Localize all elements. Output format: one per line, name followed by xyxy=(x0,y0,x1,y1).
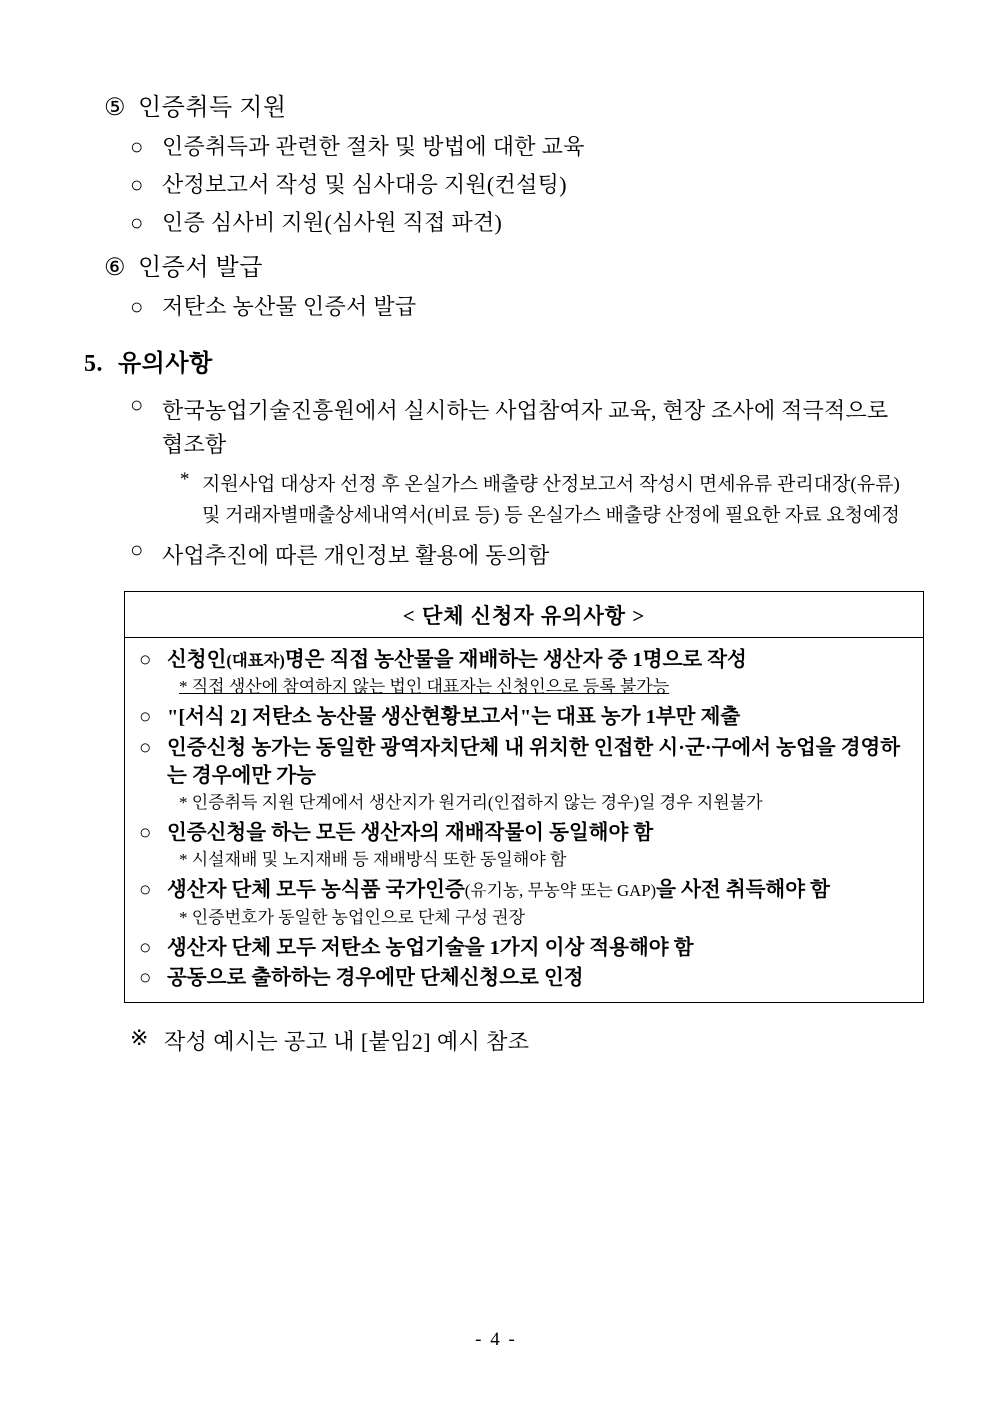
bullet-circle-icon: ○ xyxy=(139,936,152,959)
group-box-row-label: 인증신청을 하는 모든 생산자의 재배작물이 동일해야 함 xyxy=(167,822,654,845)
notice-bullet-label: 사업추진에 따른 개인정보 활용에 동의함 xyxy=(162,542,550,568)
notice-subnote xyxy=(180,470,908,531)
notice-bullet xyxy=(130,536,908,573)
group-box-subnote-label: * 직접 생산에 참여하지 않는 법인 대표자는 신청인으로 등록 불가능 xyxy=(179,677,670,697)
list-item xyxy=(130,174,908,196)
group-box-row xyxy=(139,703,909,731)
bullet-circle-icon: ○ xyxy=(139,966,152,989)
row-text-paren: (유기농, 무농약 또는 GAP) xyxy=(464,881,657,901)
group-box-row xyxy=(139,934,909,962)
row-text-paren: (대표자) xyxy=(226,651,285,671)
group-box-subnote xyxy=(179,907,909,930)
bullet-circle-icon: ○ xyxy=(130,134,144,159)
notice-subnote-label: 지원사업 대상자 선정 후 온실가스 배출량 산정보고서 작성시 면세유류 관리대장(유류) 및 거래자별매출상세내역서(비료 등) 등 온실가스 배출량 산정에 필요한 자료 요청예정 xyxy=(202,474,900,526)
row-text-b: 을 사전 취득해야 함 xyxy=(656,879,830,902)
notice-section-title: 유의사항 xyxy=(118,351,213,377)
group-box-subnote xyxy=(179,849,909,872)
group-applicant-notice-box xyxy=(124,591,924,1003)
group-box-subnote xyxy=(179,676,909,699)
row-text-a: 신청인 xyxy=(167,649,227,672)
group-box-row xyxy=(139,876,909,904)
bullet-circle-icon: ○ xyxy=(139,822,152,845)
group-box-row-label xyxy=(167,876,909,904)
section-marker: ⑤ xyxy=(104,95,127,121)
footnote xyxy=(130,1025,908,1056)
page-number: - 4 - xyxy=(475,1329,517,1350)
list-item xyxy=(130,296,908,318)
section-heading-6 xyxy=(104,256,908,280)
footnote-label: 작성 예시는 공고 내 [붙임2] 예시 참조 xyxy=(164,1029,530,1055)
group-box-subnote-label: * 인증취득 지원 단계에서 생산지가 원거리(인접하지 않는 경우)일 경우 지원불가 xyxy=(179,793,763,813)
section-heading-5 xyxy=(104,96,908,120)
row-text-b: 명은 직접 농산물을 재배하는 생산자 중 1명으로 작성 xyxy=(284,649,747,672)
bullet-circle-icon: ○ xyxy=(130,210,144,235)
bullet-circle-icon: ○ xyxy=(130,294,144,319)
group-box-subnote-label: * 인증번호가 동일한 농업인으로 단체 구성 권장 xyxy=(179,907,526,927)
group-box-row-label: "[서식 2] 저탄소 농산물 생산현황보고서"는 대표 농가 1부만 제출 xyxy=(167,706,741,729)
group-box-body xyxy=(125,638,923,1002)
section-title: 인증서 발급 xyxy=(138,255,263,281)
group-box-row xyxy=(139,646,909,674)
group-box-row xyxy=(139,819,909,847)
asterisk-icon: * xyxy=(180,469,190,491)
list-item-label: 인증취득과 관련한 절차 및 방법에 대한 교육 xyxy=(162,134,585,159)
group-box-row-label: 생산자 단체 모두 저탄소 농업기술을 1가지 이상 적용해야 함 xyxy=(167,936,694,959)
notice-bullet-label: 한국농업기술진흥원에서 실시하는 사업참여자 교육, 현장 조사에 적극적으로 협조함 xyxy=(162,398,889,458)
bullet-circle-icon: ○ xyxy=(139,706,152,729)
bullet-circle-icon: ○ xyxy=(139,649,152,672)
list-item xyxy=(130,136,908,158)
group-box-subnote-label: * 시설재배 및 노지재배 등 재배방식 또한 동일해야 함 xyxy=(179,850,567,870)
bullet-circle-icon: ○ xyxy=(139,879,152,902)
group-box-row-label: 인증신청 농가는 동일한 광역자치단체 내 위치한 인접한 시·군·구에서 농업을 경영하는 경우에만 가능 xyxy=(167,736,901,787)
section-title: 인증취득 지원 xyxy=(138,95,287,121)
group-box-row xyxy=(139,964,909,992)
bullet-circle-icon: ○ xyxy=(130,536,144,562)
bullet-circle-icon: ○ xyxy=(139,736,152,759)
list-item-label: 인증 심사비 지원(심사원 직접 파견) xyxy=(162,210,503,235)
reference-mark-icon: ※ xyxy=(130,1025,149,1051)
group-box-row xyxy=(139,734,909,791)
row-text-a: 생산자 단체 모두 농식품 국가인증 xyxy=(167,879,465,902)
group-box-subnote xyxy=(179,792,909,815)
group-box-title: < 단체 신청자 유의사항 > xyxy=(125,592,923,638)
notice-bullet xyxy=(130,394,908,462)
list-item-label: 저탄소 농산물 인증서 발급 xyxy=(162,294,417,319)
group-box-row-label: 공동으로 출하하는 경우에만 단체신청으로 인정 xyxy=(167,966,584,989)
list-item xyxy=(130,212,908,234)
bullet-circle-icon: ○ xyxy=(130,172,144,197)
section-marker: ⑥ xyxy=(104,255,127,281)
group-box-row-label xyxy=(167,646,909,674)
notice-section-marker: 5. xyxy=(84,351,103,377)
notice-section-heading xyxy=(84,352,908,376)
list-item-label: 산정보고서 작성 및 심사대응 지원(컨설팅) xyxy=(162,172,567,197)
bullet-circle-icon: ○ xyxy=(130,392,144,417)
